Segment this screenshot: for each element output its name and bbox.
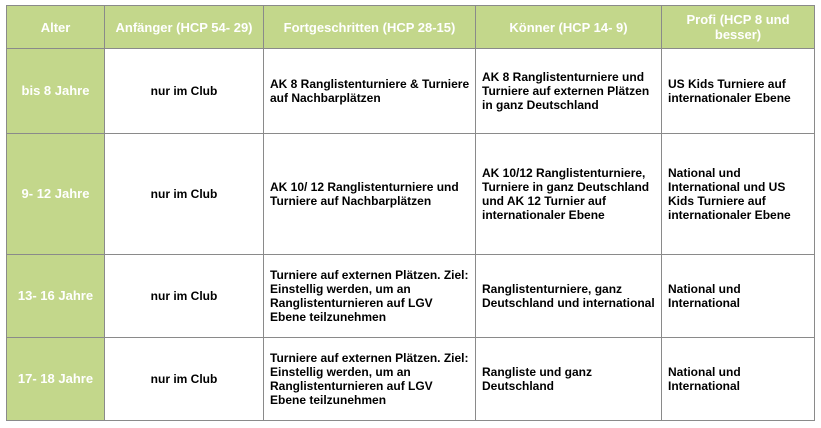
anfaenger-cell: nur im Club — [105, 49, 264, 134]
profi-cell: National und International und US Kids Turniere auf internationaler Ebene — [662, 134, 815, 255]
fortgeschritten-cell: AK 8 Ranglistenturniere & Turniere auf Nachbarplätzen — [264, 49, 476, 134]
table-container — [6, 5, 815, 421]
profi-cell: National und International — [662, 338, 815, 421]
age-cell: 17- 18 Jahre — [7, 338, 105, 421]
fortgeschritten-cell: Turniere auf externen Plätzen. Ziel: Einstellig werden, um an Ranglistenturnieren auf LGV Ebene teilzunehmen — [264, 338, 476, 421]
header-row — [7, 6, 815, 49]
header-fortgeschritten: Fortgeschritten (HCP 28-15) — [264, 6, 476, 49]
table-row — [7, 134, 815, 255]
koenner-cell: AK 8 Ranglistenturniere und Turniere auf externen Plätzen in ganz Deutschland — [476, 49, 662, 134]
header-anfaenger: Anfänger (HCP 54- 29) — [105, 6, 264, 49]
koenner-cell: AK 10/12 Ranglistenturniere, Turniere in ganz Deutschland und AK 12 Turnier auf internationaler Ebene — [476, 134, 662, 255]
profi-cell: National und International — [662, 255, 815, 338]
fortgeschritten-cell: Turniere auf externen Plätzen. Ziel: Einstellig werden, um an Ranglistenturnieren auf LGV Ebene teilzunehmen — [264, 255, 476, 338]
profi-cell: US Kids Turniere auf internationaler Ebene — [662, 49, 815, 134]
header-koenner: Könner (HCP 14- 9) — [476, 6, 662, 49]
table-row — [7, 338, 815, 421]
anfaenger-cell: nur im Club — [105, 338, 264, 421]
header-profi: Profi (HCP 8 und besser) — [662, 6, 815, 49]
age-cell: 13- 16 Jahre — [7, 255, 105, 338]
fortgeschritten-cell: AK 10/ 12 Ranglistenturniere und Turniere auf Nachbarplätzen — [264, 134, 476, 255]
koenner-cell: Ranglistenturniere, ganz Deutschland und international — [476, 255, 662, 338]
koenner-cell: Rangliste und ganz Deutschland — [476, 338, 662, 421]
table-row — [7, 49, 815, 134]
header-alter: Alter — [7, 6, 105, 49]
anfaenger-cell: nur im Club — [105, 255, 264, 338]
age-cell: 9- 12 Jahre — [7, 134, 105, 255]
tournament-table — [6, 5, 815, 421]
age-cell: bis 8 Jahre — [7, 49, 105, 134]
anfaenger-cell: nur im Club — [105, 134, 264, 255]
table-row — [7, 255, 815, 338]
